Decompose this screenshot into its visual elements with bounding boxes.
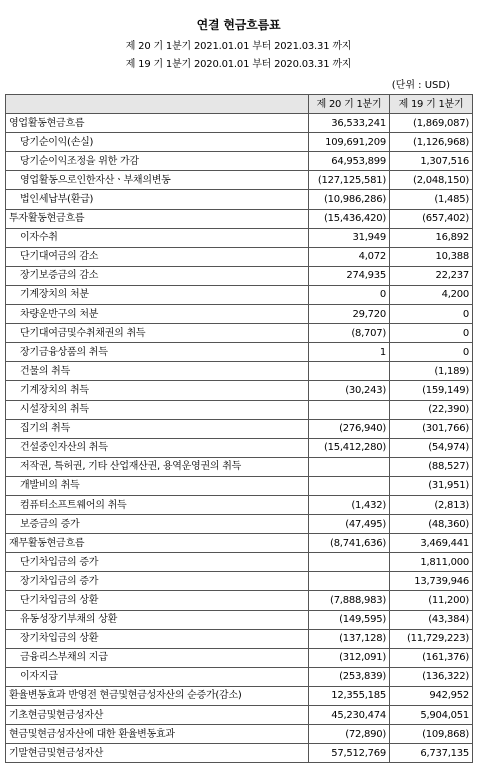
row-label: 영업활동으로인한자산ㆍ부채의변동	[6, 171, 309, 190]
current-value: (30,243)	[309, 381, 390, 400]
table-row	[6, 324, 473, 343]
prior-value: 5,904,051	[390, 706, 473, 725]
prior-value: (136,322)	[390, 667, 473, 686]
table-row	[6, 247, 473, 266]
table-row	[6, 228, 473, 247]
row-label: 당기순이익(손실)	[6, 133, 309, 152]
row-label: 컴퓨터소프트웨어의 취득	[6, 495, 309, 514]
prior-value: 1,811,000	[390, 553, 473, 572]
row-label: 기계장치의 처분	[6, 285, 309, 304]
current-value: (7,888,983)	[309, 591, 390, 610]
prior-value: (43,384)	[390, 610, 473, 629]
prior-value: (1,485)	[390, 190, 473, 209]
prior-value: 0	[390, 305, 473, 324]
row-label: 보증금의 증가	[6, 515, 309, 534]
row-label: 단기차입금의 증가	[6, 553, 309, 572]
current-value: 64,953,899	[309, 152, 390, 171]
prior-value: (159,149)	[390, 381, 473, 400]
table-row	[6, 343, 473, 362]
row-label: 차량운반구의 처분	[6, 305, 309, 324]
table-row	[6, 515, 473, 534]
current-value	[309, 457, 390, 476]
prior-value: (11,729,223)	[390, 629, 473, 648]
current-value: 57,512,769	[309, 744, 390, 763]
prior-value: 0	[390, 343, 473, 362]
row-label: 당기순이익조정을 위한 가감	[6, 152, 309, 171]
row-label: 단기대여금의 감소	[6, 247, 309, 266]
row-label: 유동성장기부채의 상환	[6, 610, 309, 629]
current-value: 0	[309, 285, 390, 304]
prior-value: (88,527)	[390, 457, 473, 476]
row-label: 기계장치의 취득	[6, 381, 309, 400]
table-row	[6, 305, 473, 324]
current-value	[309, 476, 390, 495]
row-label: 금융리스부채의 지급	[6, 648, 309, 667]
current-value: 29,720	[309, 305, 390, 324]
table-row	[6, 419, 473, 438]
current-value: 109,691,209	[309, 133, 390, 152]
prior-value: (31,951)	[390, 476, 473, 495]
row-label: 법인세납부(환급)	[6, 190, 309, 209]
table-row	[6, 209, 473, 228]
current-value	[309, 400, 390, 419]
statement-title: 연결 현금흐름표	[196, 18, 281, 32]
current-value	[309, 362, 390, 381]
current-value: (10,986,286)	[309, 190, 390, 209]
table-row	[6, 400, 473, 419]
prior-value: (657,402)	[390, 209, 473, 228]
prior-value: 6,737,135	[390, 744, 473, 763]
current-value: 12,355,185	[309, 686, 390, 705]
row-label: 환율변동효과 반영전 현금및현금성자산의 순증가(감소)	[6, 686, 309, 705]
row-label: 건물의 취득	[6, 362, 309, 381]
current-value: (253,839)	[309, 667, 390, 686]
prior-value: 4,200	[390, 285, 473, 304]
table-row	[6, 553, 473, 572]
current-value: 36,533,241	[309, 114, 390, 133]
column-header-label	[6, 95, 309, 114]
table-header-row	[6, 95, 473, 114]
row-label: 재무활동현금흐름	[6, 534, 309, 553]
table-row	[6, 572, 473, 591]
table-body	[6, 114, 473, 763]
current-value: 45,230,474	[309, 706, 390, 725]
prior-value: (22,390)	[390, 400, 473, 419]
current-value: (127,125,581)	[309, 171, 390, 190]
prior-value: (1,189)	[390, 362, 473, 381]
current-period: 제 20 기 1분기 2021.01.01 부터 2021.03.31 까지	[125, 41, 352, 52]
table-row	[6, 591, 473, 610]
current-value: (149,595)	[309, 610, 390, 629]
row-label: 저작권, 특허권, 기타 산업재산권, 용역운영권의 취득	[6, 457, 309, 476]
row-label: 현금및현금성자산에 대한 환율변동효과	[6, 725, 309, 744]
current-value: 1	[309, 343, 390, 362]
table-row	[6, 629, 473, 648]
table-row	[6, 133, 473, 152]
row-label: 개발비의 취득	[6, 476, 309, 495]
current-value	[309, 553, 390, 572]
cash-flow-table	[5, 94, 473, 763]
current-value: (1,432)	[309, 495, 390, 514]
current-value: (72,890)	[309, 725, 390, 744]
current-value: (47,495)	[309, 515, 390, 534]
prior-value: 1,307,516	[390, 152, 473, 171]
table-row	[6, 362, 473, 381]
row-label: 집기의 취득	[6, 419, 309, 438]
prior-period: 제 19 기 1분기 2020.01.01 부터 2020.03.31 까지	[125, 59, 352, 70]
row-label: 이자지급	[6, 667, 309, 686]
prior-value: (161,376)	[390, 648, 473, 667]
row-label: 장기보증금의 감소	[6, 266, 309, 285]
column-header-prior: 제 19 기 1분기	[390, 95, 473, 114]
row-label: 이자수취	[6, 228, 309, 247]
table-row	[6, 476, 473, 495]
table-row	[6, 285, 473, 304]
table-row	[6, 495, 473, 514]
table-row	[6, 381, 473, 400]
prior-value: (109,868)	[390, 725, 473, 744]
current-value: (8,707)	[309, 324, 390, 343]
table-row	[6, 190, 473, 209]
table-row	[6, 667, 473, 686]
prior-value: (1,126,968)	[390, 133, 473, 152]
current-value: 274,935	[309, 266, 390, 285]
row-label: 장기금융상품의 취득	[6, 343, 309, 362]
prior-value: 13,739,946	[390, 572, 473, 591]
row-label: 장기차입금의 증가	[6, 572, 309, 591]
row-label: 건설중인자산의 취득	[6, 438, 309, 457]
prior-value: (2,048,150)	[390, 171, 473, 190]
row-label: 기말현금및현금성자산	[6, 744, 309, 763]
table-row	[6, 266, 473, 285]
current-value: (137,128)	[309, 629, 390, 648]
table-row	[6, 438, 473, 457]
table-row	[6, 725, 473, 744]
row-label: 영업활동현금흐름	[6, 114, 309, 133]
current-value: 31,949	[309, 228, 390, 247]
table-row	[6, 744, 473, 763]
prior-value: (301,766)	[390, 419, 473, 438]
row-label: 단기차입금의 상환	[6, 591, 309, 610]
current-value: (15,412,280)	[309, 438, 390, 457]
prior-value: 942,952	[390, 686, 473, 705]
row-label: 기초현금및현금성자산	[6, 706, 309, 725]
row-label: 장기차입금의 상환	[6, 629, 309, 648]
table-row	[6, 457, 473, 476]
row-label: 시설장치의 취득	[6, 400, 309, 419]
current-value	[309, 572, 390, 591]
current-value: (8,741,636)	[309, 534, 390, 553]
table-row	[6, 610, 473, 629]
table-row	[6, 686, 473, 705]
table-row	[6, 534, 473, 553]
prior-value: 16,892	[390, 228, 473, 247]
current-value: (312,091)	[309, 648, 390, 667]
prior-value: (54,974)	[390, 438, 473, 457]
prior-value: 3,469,441	[390, 534, 473, 553]
row-label: 단기대여금및수취채권의 취득	[6, 324, 309, 343]
current-value: 4,072	[309, 247, 390, 266]
prior-value: (48,360)	[390, 515, 473, 534]
column-header-current: 제 20 기 1분기	[309, 95, 390, 114]
row-label: 투자활동현금흐름	[6, 209, 309, 228]
table-row	[6, 648, 473, 667]
table-row	[6, 171, 473, 190]
prior-value: (11,200)	[390, 591, 473, 610]
prior-value: (1,869,087)	[390, 114, 473, 133]
prior-value: 0	[390, 324, 473, 343]
current-value: (276,940)	[309, 419, 390, 438]
currency-unit: (단위 : USD)	[391, 80, 450, 91]
table-row	[6, 114, 473, 133]
prior-value: 10,388	[390, 247, 473, 266]
current-value: (15,436,420)	[309, 209, 390, 228]
table-row	[6, 706, 473, 725]
table-row	[6, 152, 473, 171]
prior-value: (2,813)	[390, 495, 473, 514]
prior-value: 22,237	[390, 266, 473, 285]
